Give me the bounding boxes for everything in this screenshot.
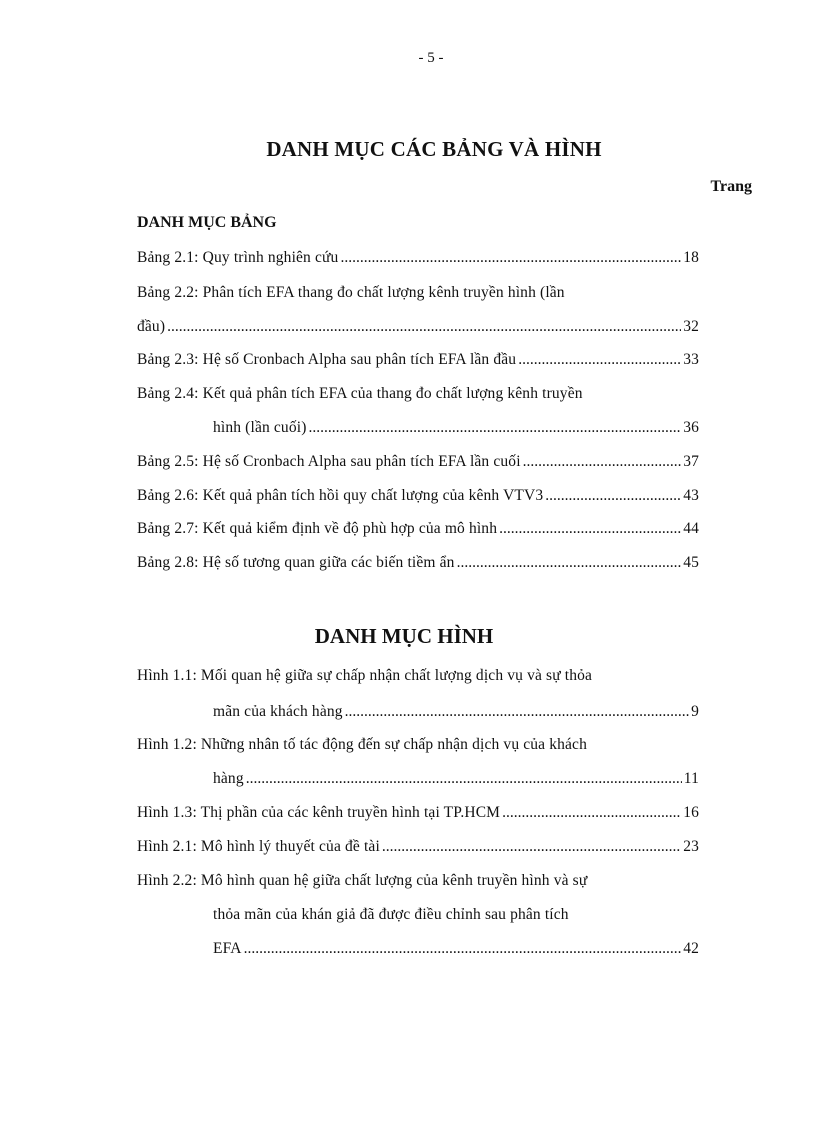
- dot-leader: [309, 416, 682, 440]
- dot-leader: [518, 348, 681, 372]
- toc-entry-table-2-4[interactable]: [213, 416, 699, 440]
- toc-entry-page: 43: [683, 487, 699, 504]
- toc-entry-figure-2-1[interactable]: [137, 835, 699, 859]
- toc-entry-page: 45: [683, 554, 699, 571]
- toc-entry-figure-1-2[interactable]: [213, 767, 699, 791]
- toc-entry-table-2-8[interactable]: [137, 551, 699, 575]
- toc-entry-text: Bảng 2.3: Hệ số Cronbach Alpha sau phân tích EFA lần đầu: [137, 351, 517, 368]
- toc-entry-page: 42: [683, 940, 699, 957]
- toc-entry-text: Bảng 2.6: Kết quả phân tích hồi quy chất lượng của kênh VTV3: [137, 487, 544, 504]
- toc-entry-figure-1-1[interactable]: [213, 700, 699, 724]
- page-number: - 5 -: [418, 50, 444, 66]
- toc-entry-figure-1-2-line1: Hình 1.2: Những nhân tố tác động đến sự chấp nhận dịch vụ của khách: [137, 736, 587, 753]
- toc-entry-text: đầu): [137, 318, 166, 335]
- toc-entry-page: 9: [691, 703, 699, 720]
- toc-entry-page: 44: [683, 520, 699, 537]
- toc-entry-text: Bảng 2.5: Hệ số Cronbach Alpha sau phân tích EFA lần cuối: [137, 453, 521, 470]
- toc-entry-text: Bảng 2.7: Kết quả kiểm định về độ phù hợp của mô hình: [137, 520, 498, 537]
- toc-entry-table-2-6[interactable]: [137, 484, 699, 508]
- toc-entry-figure-2-2[interactable]: [213, 937, 699, 961]
- toc-entry-page: 33: [683, 351, 699, 368]
- dot-leader: [523, 450, 682, 474]
- toc-entry-page: 23: [683, 838, 699, 855]
- toc-entry-text: EFA: [213, 940, 242, 957]
- dot-leader: [167, 315, 681, 339]
- toc-entry-text: hình (lần cuối): [213, 419, 307, 436]
- toc-entry-table-2-7[interactable]: [137, 517, 699, 541]
- toc-entry-page: 11: [683, 770, 699, 787]
- toc-entry-text: Hình 1.3: Thị phần của các kênh truyền hình tại TP.HCM: [137, 804, 501, 821]
- toc-entry-table-2-2[interactable]: [137, 315, 699, 339]
- toc-entry-figure-1-1-line1: Hình 1.1: Mối quan hệ giữa sự chấp nhận chất lượng dịch vụ và sự thỏa: [137, 667, 593, 684]
- figures-heading: DANH MỤC HÌNH: [314, 624, 494, 648]
- dot-leader: [246, 767, 682, 791]
- dot-leader: [345, 700, 689, 724]
- toc-entry-table-2-2-line1: Bảng 2.2: Phân tích EFA thang đo chất lượng kênh truyền hình (lần: [137, 284, 565, 301]
- toc-entry-figure-2-2-line2: thỏa mãn của khán giả đã được điều chỉnh sau phân tích: [213, 906, 569, 923]
- toc-entry-text: Hình 2.1: Mô hình lý thuyết của đề tài: [137, 838, 380, 855]
- toc-entry-page: 32: [683, 318, 699, 335]
- dot-leader: [502, 801, 681, 825]
- tables-heading: DANH MỤC BẢNG: [137, 214, 277, 231]
- dot-leader: [545, 484, 681, 508]
- toc-entry-text: hàng: [213, 770, 244, 787]
- toc-entry-page: 36: [683, 419, 699, 436]
- toc-entry-text: Bảng 2.1: Quy trình nghiên cứu: [137, 249, 339, 266]
- toc-entry-page: 18: [683, 249, 699, 266]
- toc-entry-figure-1-3[interactable]: [137, 801, 699, 825]
- toc-entry-text: Bảng 2.8: Hệ số tương quan giữa các biến tiềm ẩn: [137, 554, 455, 571]
- toc-entry-table-2-3[interactable]: [137, 348, 699, 372]
- dot-leader: [244, 937, 682, 961]
- toc-entry-text: mãn của khách hàng: [213, 703, 343, 720]
- toc-entry-table-2-5[interactable]: [137, 450, 699, 474]
- toc-entry-figure-2-2-line1: Hình 2.2: Mô hình quan hệ giữa chất lượng của kênh truyền hình và sự: [137, 872, 588, 889]
- page-title: DANH MỤC CÁC BẢNG VÀ HÌNH: [266, 137, 602, 161]
- dot-leader: [382, 835, 681, 859]
- dot-leader: [340, 246, 681, 270]
- page-column-label: Trang: [710, 178, 752, 195]
- toc-entry-table-2-4-line1: Bảng 2.4: Kết quả phân tích EFA của thang đo chất lượng kênh truyền: [137, 385, 583, 402]
- dot-leader: [457, 551, 682, 575]
- dot-leader: [499, 517, 681, 541]
- toc-entry-table-2-1[interactable]: [137, 246, 699, 270]
- toc-entry-page: 37: [683, 453, 699, 470]
- toc-entry-page: 16: [683, 804, 699, 821]
